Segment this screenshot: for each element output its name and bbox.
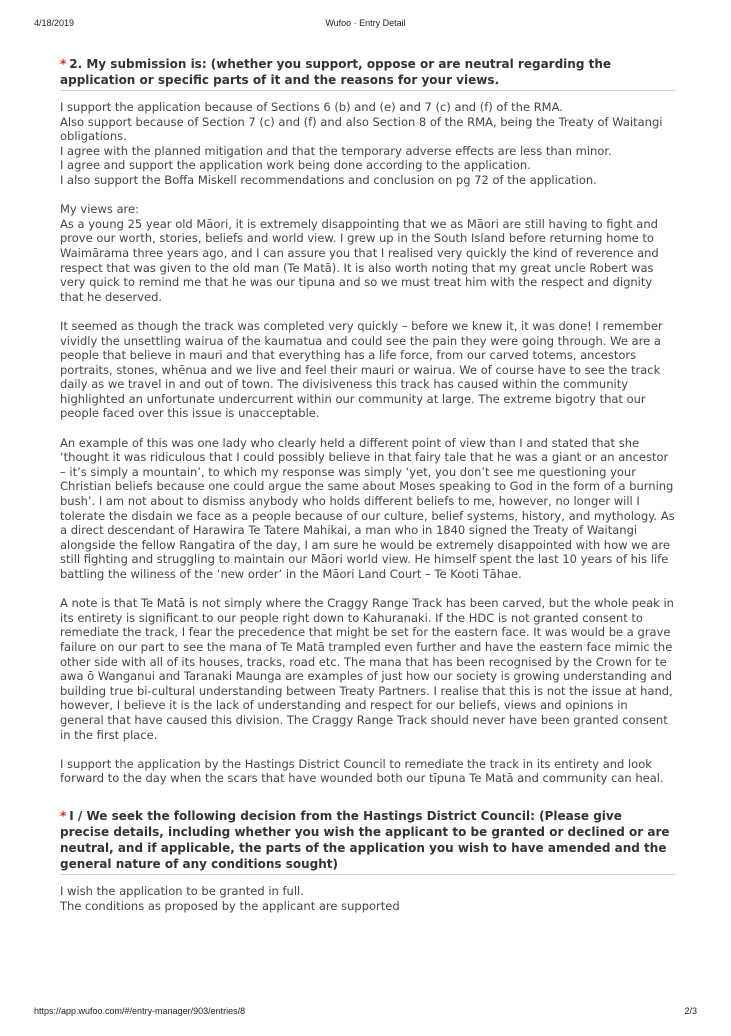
question-divider — [60, 874, 675, 875]
answer-text — [60, 884, 675, 913]
answer-paragraph: I support the application because of Sections 6 (b) and (e) and 7 (c) and (f) of the RMA. Also support because of Section 7 (c) and (f) and also Section 8 of the RMA, being the Treaty of Waitangi obligations. I agree with the planned mitigation and that the temporary adverse effects are less than minor. I agree and support the application work being done according to the application. I also support the Boffa Miskell recommendations and conclusion on pg 72 of the application. — [60, 100, 663, 187]
question-label — [60, 56, 675, 88]
question-label-text: I / We seek the following decision from the Hastings District Council: (Please give precise details, including whether you wish the applicant to be granted or declined or are neutral, and if applicable, the parts of the application you wish to have amended and the general nature of any conditions sought) — [60, 808, 670, 871]
question-decision — [60, 808, 675, 913]
print-header — [0, 18, 731, 32]
required-marker: * — [60, 57, 67, 71]
answer-paragraph: I wish the application to be granted in full. The conditions as proposed by the applicant are supported — [60, 883, 400, 913]
answer-paragraph: I support the application by the Hastings District Council to remediate the track in its entirety and look forward to the day when the scars that have wounded both our tīpuna Te Matā and community can heal. — [60, 756, 664, 786]
required-marker: * — [60, 808, 67, 823]
entry-detail — [60, 56, 675, 913]
answer-paragraph: It seemed as though the track was completed very quickly – before we knew it, it was done! I remember vividly the unsettling wairua of the kaumatua and could see the pain they were going through. We are a people that believe in mauri and that everything has a life force, from our carved totems, ancestors portraits, stones, whēnua and we live and feel their mauri or wairua. We of course have to see the track daily as we travel in and out of town. The divisiveness this track has caused within the community highlighted an unfortunate undercurrent within our community at large. The extreme bigotry that our people faced over this issue is unacceptable. — [60, 318, 663, 421]
print-page-title: Wufoo · Entry Detail — [325, 18, 406, 28]
answer-text — [60, 100, 675, 786]
question-divider — [60, 90, 675, 91]
answer-paragraph: An example of this was one lady who clearly held a different point of view than I and stated that she ‘thought it was ridiculous that I could possibly believe in that fairy tale that he was a giant or an ancestor – it’s simply a mountain’, to which my response was simply ‘yet, you don’t see me questioning your Christian beliefs because one could argue the same about Moses speaking to God in the form of a burning bush’. I am not about to dismiss anybody who holds different beliefs to me, however, no longer will I tolerate the disdain we face as a people because of our culture, belief systems, history, and mythology. As a direct descendant of Harawira Te Tatere Mahikai, a man who in 1840 signed the Treaty of Waitangi alongside the fellow Rangatira of the day, I am sure he would be extremely disappointed with how we are still fighting and struggling to maintain our Māori world view. He himself spent the last 10 years of his life battling the wiliness of the ‘new order’ in the Māori Land Court – Te Kooti Tāhae. — [60, 435, 675, 581]
question-label — [60, 808, 675, 872]
page-number: 2/3 — [684, 1006, 697, 1016]
answer-paragraph: My views are: As a young 25 year old Māori, it is extremely disappointing that we as Māori are still having to fight and prove our worth, stories, beliefs and world view. I grew up in the South Island before returning home to Waimārama three years ago, and I can assure you that I realised very quickly the kind of reverence and respect that was given to the old man (Te Matā). It is also worth noting that my great uncle Robert was very quick to remind me that he was our tipuna and so we must treat him with the respect and dignity that he deserved. — [60, 202, 659, 304]
answer-paragraph: A note is that Te Matā is not simply where the Craggy Range Track has been carved, but the whole peak in its entirety is significant to our people right down to Kahuranaki. If the HDC is not granted consent to remediate the track, I fear the precedence that might be set for the eastern face. It was would be a grave failure on our part to see the mana of Te Matā trampled even further and have the eastern face mimic the other side with all of its houses, tracks, road etc. The mana that has been recognised by the Crown for te awa ō Wanganui and Taranaki Maunga are examples of just how our society is growing understanding and building true bi-cultural understanding between Treaty Partners. I realise that this is not the issue at hand, however, I believe it is the lack of understanding and respect for our beliefs, views and opinions in general that have caused this division. The Craggy Range Track should never have been granted consent in the first place. — [60, 596, 674, 742]
print-url: https://app.wufoo.com/#/entry-manager/903/entries/8 — [34, 1006, 246, 1016]
question-submission — [60, 56, 675, 786]
print-date: 4/18/2019 — [34, 18, 75, 28]
question-label-text: 2. My submission is: (whether you support, oppose or are neutral regarding the application or specific parts of it and the reasons for your views. — [60, 57, 612, 87]
print-footer — [0, 1006, 731, 1020]
